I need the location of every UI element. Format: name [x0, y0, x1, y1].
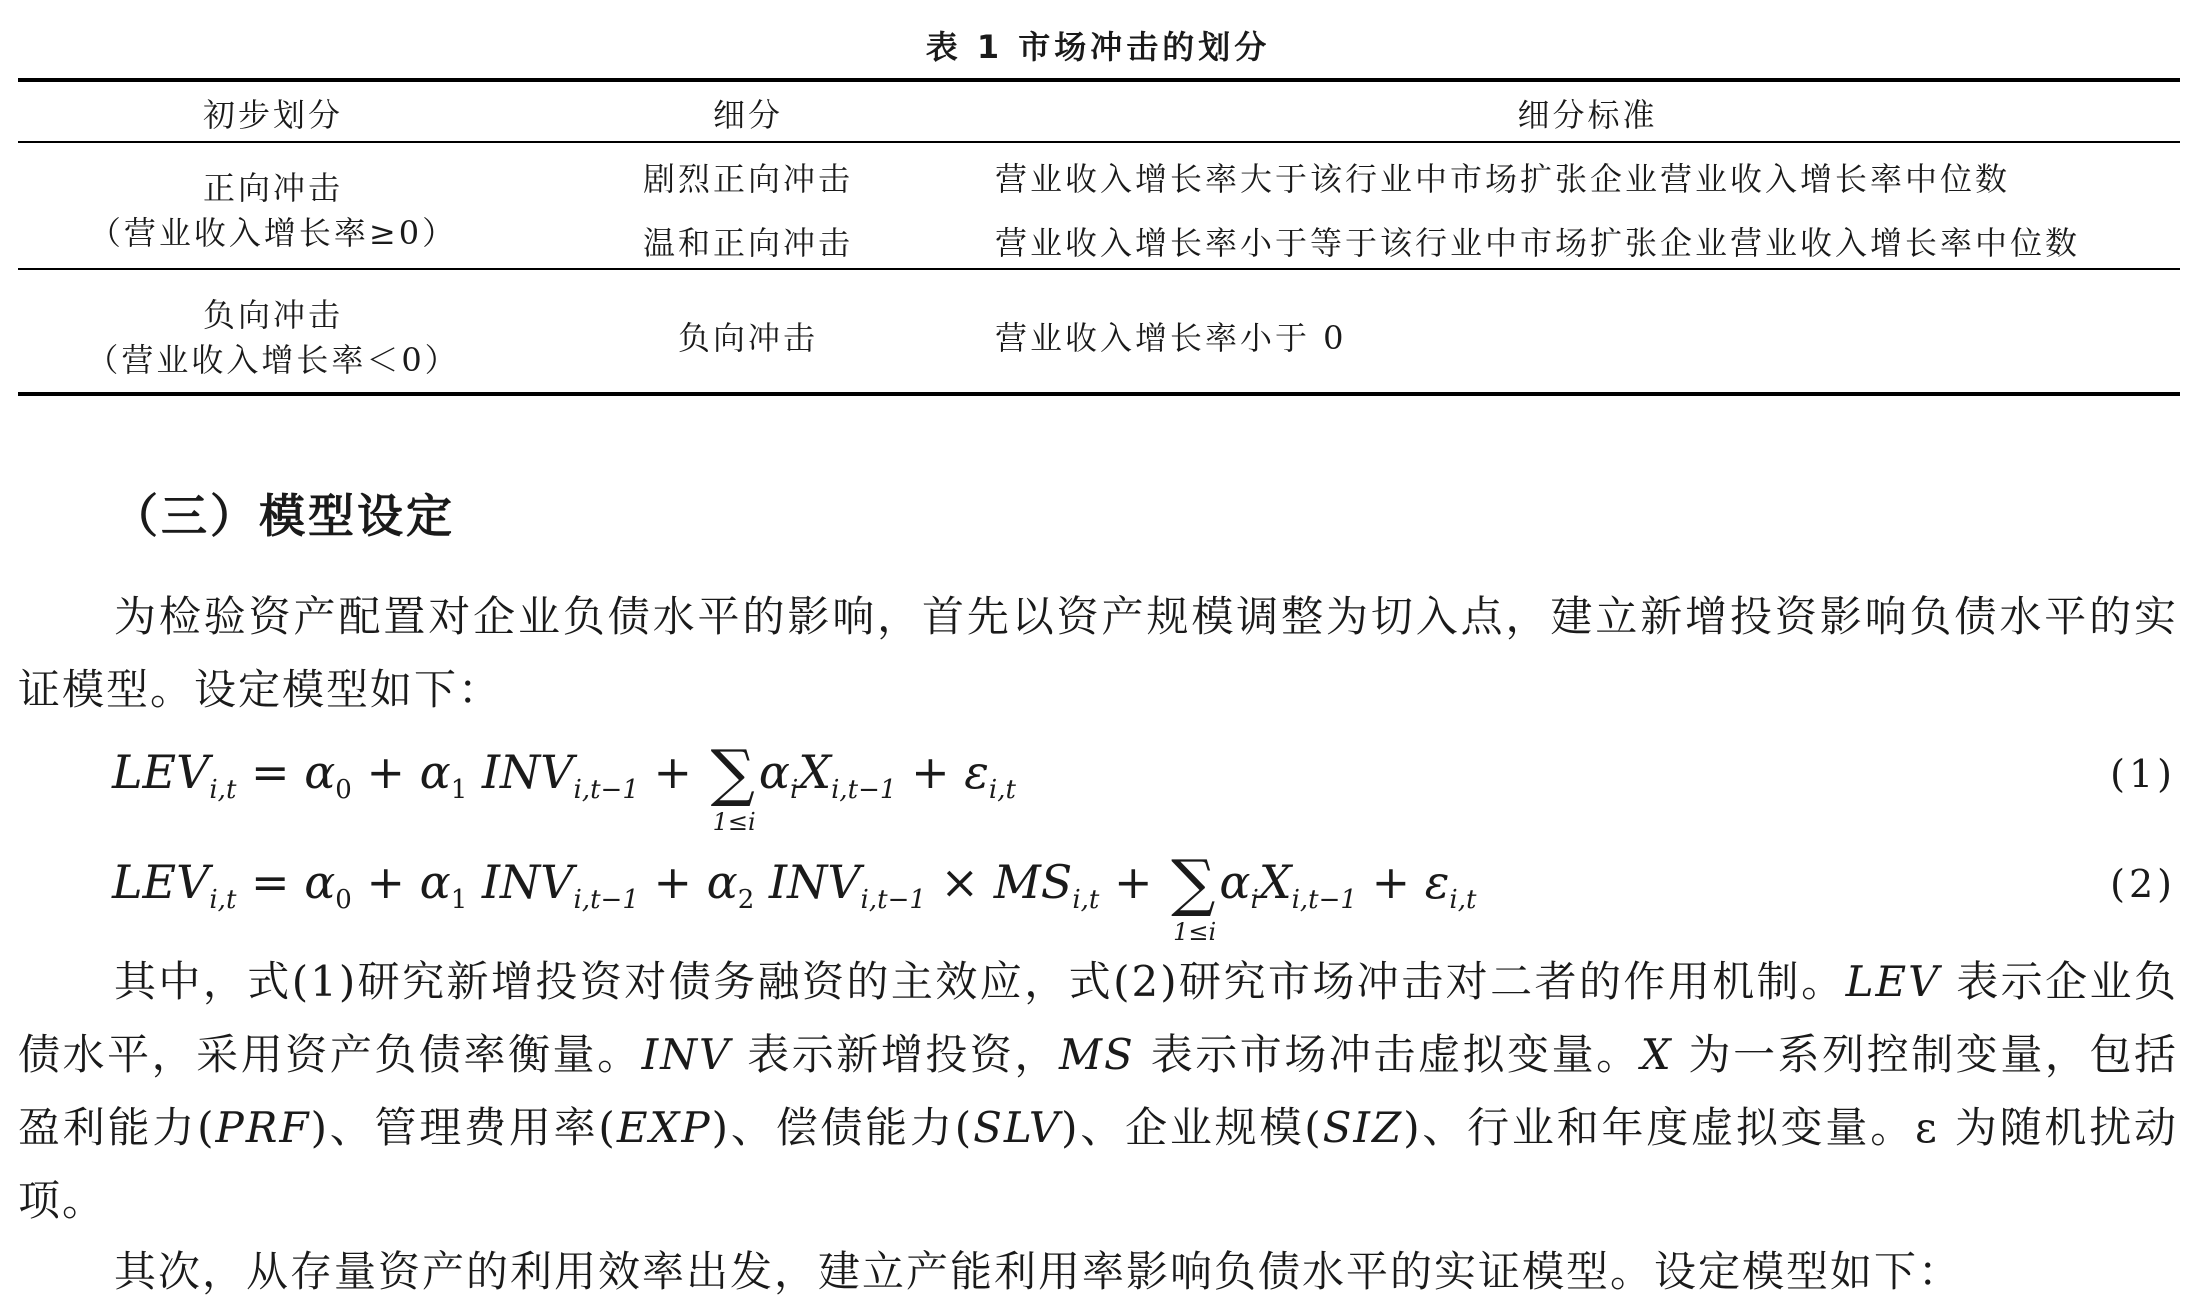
- header-initial: 初步划分: [202, 96, 343, 134]
- table-bottom-rule: [18, 392, 2180, 396]
- row1-group-line2: （营业收入增长率≥0）: [88, 214, 458, 252]
- paragraph-2: 其中，式(1)研究新增投资对债务融资的主效应，式(2)研究市场冲击对二者的作用机制。LEV 表示企业负债水平，采用资产负债率衡量。INV 表示新增投资，MS 表示市场冲击虚拟变量。X 为一系列控制变量，包括盈利能力(PRF)、管理费用率(EXP)、偿债能力(SLV)、企业规模(SIZ)、行业和年度虚拟变量。ε 为随机扰动项。: [18, 957, 2179, 1225]
- section-title: （三）模型设定: [112, 489, 455, 543]
- row-rule: [18, 268, 2180, 270]
- row1-crit1: 营业收入增长率大于该行业中市场扩张企业营业收入增长率中位数: [995, 160, 2011, 198]
- row1-crit2: 营业收入增长率小于等于该行业中市场扩张企业营业收入增长率中位数: [995, 224, 2081, 262]
- header-rule: [18, 141, 2180, 143]
- row2-group-line1: 负向冲击: [202, 296, 343, 334]
- row1-sub1: 剧烈正向冲击: [642, 160, 853, 198]
- paragraph-1: 为检验资产配置对企业负债水平的影响，首先以资产规模调整为切入点，建立新增投资影响负债水平的实证模型。设定模型如下：: [18, 592, 2178, 714]
- row2-crit1: 营业收入增长率小于 0: [995, 319, 1347, 357]
- row2-sub1: 负向冲击: [677, 319, 818, 357]
- header-criteria: 细分标准: [1517, 96, 1658, 134]
- row1-group-line1: 正向冲击: [202, 169, 343, 207]
- table-caption: 表 1 市场冲击的划分: [925, 28, 1271, 66]
- equation-2-number: (2): [2110, 862, 2176, 906]
- paragraph-3: 其次，从存量资产的利用效率出发，建立产能利用率影响负债水平的实证模型。设定模型如下：: [114, 1247, 1963, 1296]
- table-top-rule: [18, 78, 2180, 82]
- equation-2: $LEV_{i,t} = \alpha_0 + \alpha_1$ $INV_{i,t-1} + \alpha_2$ $INV_{i,t-1} \times MS_{i,t}$ + ∑ 1≤i $\alpha_iX_{i,t-1} + \varepsilon_{i,t}$: [112, 846, 1477, 946]
- equation-1-number: (1): [2110, 752, 2176, 796]
- equation-1: $LEV_{i,t} = \alpha_0 + \alpha_1$ $INV_{i,t-1}$ + ∑ 1≤i $\alpha_iX_{i,t-1} + \varepsilon_{i,t}$: [112, 736, 1016, 836]
- row1-sub2: 温和正向冲击: [642, 224, 853, 262]
- header-sub: 细分: [712, 96, 783, 134]
- row2-group-line2: （营业收入增长率＜0）: [86, 341, 460, 379]
